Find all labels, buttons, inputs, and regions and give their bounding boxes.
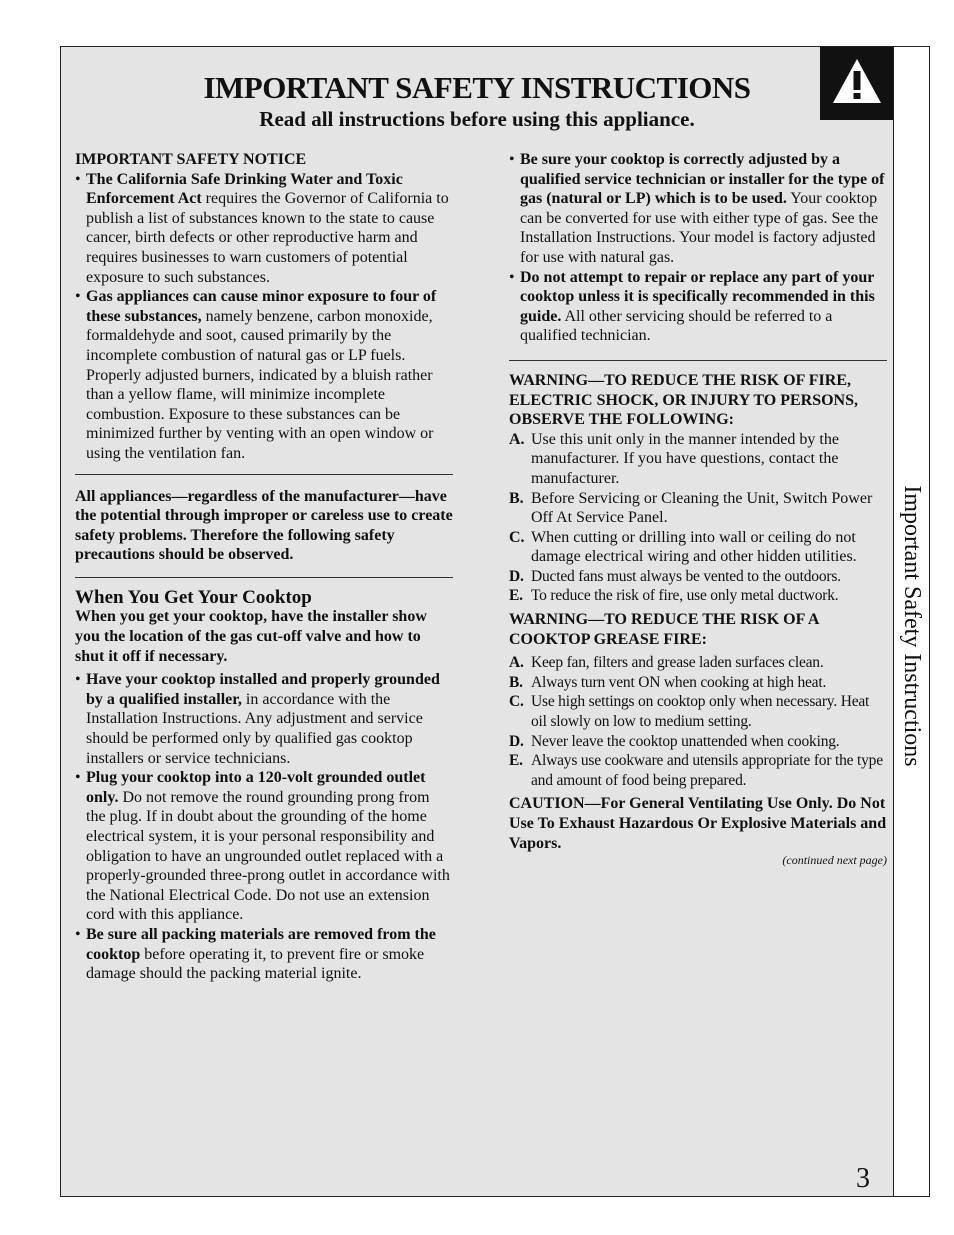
exclamation-triangle-icon [831, 57, 883, 105]
notice-item: • Gas appliances can cause minor exposure to four of these substances, namely benzene, carbon monoxide, formaldehyde and soot, caused primarily by the incomplete combustion of natural gas or LP fuels. Properly adjusted burners, indicated by a bluish rather than a yellow flame, will minimize incomplete combustion. Exposure to these substances can be minimized further by venting with an open window or using the ventilation fan. [75, 287, 453, 463]
warning-heading: WARNING—TO REDUCE THE RISK OF A COOKTOP GREASE FIRE: [509, 611, 819, 648]
warning-item: C. Use high settings on cooktop only when necessary. Heat oil slowly on low to medium setting. [509, 693, 870, 731]
warning-heading: WARNING—TO REDUCE THE RISK OF FIRE, ELECTRIC SHOCK, OR INJURY TO PERSONS, OBSERVE THE FOLLOWING: [509, 371, 858, 429]
page-title: IMPORTANT SAFETY INSTRUCTIONS [203, 70, 751, 105]
list-item: • Plug your cooktop into a 120-volt grounded outlet only. Do not remove the round grounding prong from the plug. If in doubt about the grounding of the home electrical system, it is your personal responsibility and obligation to have an ungrounded outlet replaced with a properly-grounded three-prong outlet in accordance with the National Electrical Code. Do not use an extension cord with this appliance. [75, 768, 453, 925]
warning-item: E. To reduce the risk of fire, use only metal ductwork. [509, 587, 839, 605]
section-heading: When You Get Your Cooktop [75, 586, 312, 608]
list-item: • Do not attempt to repair or replace any part of your cooktop unless it is specifically recommended in this guide. All other servicing should be referred to a qualified technician. [509, 268, 887, 346]
caution-statement: CAUTION—For General Ventilating Use Only. Do Not Use To Exhaust Hazardous Or Explosive Materials and Vapors. [509, 795, 887, 852]
left-column [75, 150, 453, 984]
list-item: • Be sure your cooktop is correctly adjusted by a qualified service technician or installer for the type of gas (natural or LP) which is to be used. Your cooktop can be converted for use with either type of gas. See the Installation Instructions. Your model is factory adjusted for use with natural gas. [509, 150, 887, 268]
right-column [509, 150, 887, 867]
all-appliances-statement: All appliances—regardless of the manufacturer—have the potential through improper or careless use to create safety problems. Therefore the following safety precautions should be observed. [75, 487, 453, 564]
section-intro: When you get your cooktop, have the installer show you the location of the gas cut-off valve and how to shut it off if necessary. [75, 608, 427, 665]
divider [75, 474, 453, 475]
warning-item: A. Keep fan, filters and grease laden surfaces clean. [509, 654, 824, 672]
divider [75, 577, 453, 578]
warning-item: A. Use this unit only in the manner intended by the manufacturer. If you have questions, contact the manufacturer. [509, 430, 839, 487]
side-tab [897, 441, 927, 811]
warning-item: B. Before Servicing or Cleaning the Unit, Switch Power Off At Service Panel. [509, 489, 873, 527]
page-subtitle: Read all instructions before using this appliance. [259, 107, 695, 131]
warning-item: D. Ducted fans must always be vented to the outdoors. [509, 567, 841, 585]
side-tab-label: Important Safety Instructions [899, 485, 925, 767]
warning-item: C. When cutting or drilling into wall or ceiling do not damage electrical wiring and other hidden utilities. [509, 528, 857, 566]
side-tab-divider [893, 47, 894, 1196]
divider [509, 360, 887, 361]
warning-list [509, 430, 887, 606]
warning-item: D. Never leave the cooktop unattended when cooking. [509, 732, 840, 750]
continued-note: (continued next page) [782, 853, 887, 868]
warning-item: E. Always use cookware and utensils appropriate for the type and amount of food being prepared. [509, 752, 883, 789]
list-item: • Have your cooktop installed and properly grounded by a qualified installer, in accordance with the Installation Instructions. Any adjustment and service should be performed only by qualified gas cooktop installers or service technicians. [75, 670, 453, 768]
page-number: 3 [856, 1163, 870, 1194]
notice-heading: IMPORTANT SAFETY NOTICE [75, 151, 307, 168]
warning-badge [820, 47, 893, 120]
warning-item: B. Always turn vent ON when cooking at high heat. [509, 673, 827, 691]
list-item: • Be sure all packing materials are removed from the cooktop before operating it, to prevent fire or smoke damage should the packing material ignite. [75, 925, 453, 984]
warning-list [509, 653, 887, 790]
notice-item: • The California Safe Drinking Water and Toxic Enforcement Act requires the Governor of California to publish a list of substances known to the state to cause cancer, birth defects or other reproductive harm and requires businesses to warn customers of potential exposure to such substances. [75, 170, 453, 288]
